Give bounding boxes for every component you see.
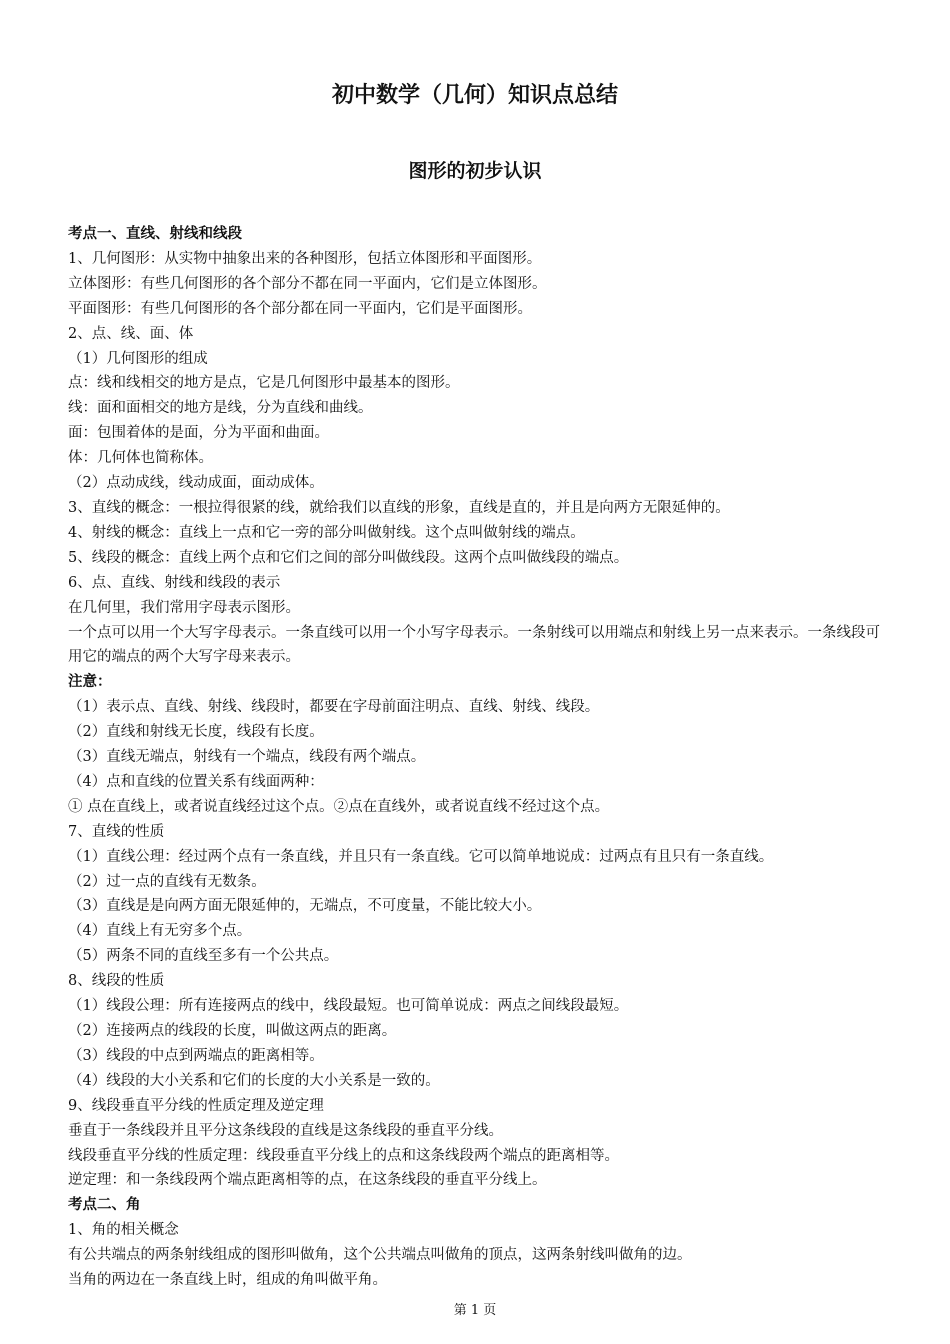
body-line: 7、直线的性质: [68, 823, 165, 840]
body-line: （1）线段公理：所有连接两点的线中，线段最短。也可简单说成：两点之间线段最短。: [68, 998, 629, 1015]
section-heading: 考点一、直线、射线和线段: [68, 226, 242, 242]
body-line: （1）几何图形的组成: [68, 350, 208, 367]
body-line: 4、射线的概念：直线上一点和它一旁的部分叫做射线。这个点叫做射线的端点。: [68, 524, 585, 541]
body-line: 5、线段的概念：直线上两个点和它们之间的部分叫做线段。这两个点叫做线段的端点。: [68, 549, 629, 566]
body-line: 面：包围着体的是面，分为平面和曲面。: [68, 425, 329, 442]
body-line: 3、直线的概念：一根拉得很紧的线，就给我们以直线的形象，直线是直的，并且是向两方无限延伸的。: [68, 499, 730, 516]
body-line: 9、线段垂直平分线的性质定理及逆定理: [68, 1097, 324, 1114]
body-line: （3）直线无端点，射线有一个端点，线段有两个端点。: [68, 749, 426, 766]
body-line: 立体图形：有些几何图形的各个部分不都在同一平面内，它们是立体图形。: [68, 275, 547, 292]
body-line: （2）过一点的直线有无数条。: [68, 873, 266, 890]
section-title: 图形的初步认识: [408, 160, 542, 182]
body-line: （1）表示点、直线、射线、线段时，都要在字母前面注明点、直线、射线、线段。: [68, 699, 600, 716]
body-line: 1、几何图形：从实物中抽象出来的各种图形，包括立体图形和平面图形。: [68, 250, 542, 267]
body-line: 当角的两边在一条直线上时，组成的角叫做平角。: [68, 1272, 387, 1289]
page-number: 第 1 页: [453, 1303, 497, 1318]
body-line: 点：线和线相交的地方是点，它是几何图形中最基本的图形。: [68, 375, 460, 392]
body-line: 2、点、线、面、体: [68, 325, 194, 342]
body-line: 线：面和面相交的地方是线，分为直线和曲线。: [68, 400, 373, 417]
body-line: （1）直线公理：经过两个点有一条直线，并且只有一条直线。它可以简单地说成：过两点有且只有一条直线。: [68, 848, 774, 865]
body-line: ① 点在直线上，或者说直线经过这个点。②点在直线外，或者说直线不经过这个点。: [68, 798, 610, 815]
body-line: 平面图形：有些几何图形的各个部分都在同一平面内，它们是平面图形。: [68, 300, 532, 317]
body-line: 在几何里，我们常用字母表示图形。: [68, 599, 300, 616]
document-title: 初中数学（几何）知识点总结: [331, 83, 618, 108]
body-line: （2）连接两点的线段的长度，叫做这两点的距离。: [68, 1023, 397, 1039]
body-line: 逆定理：和一条线段两个端点距离相等的点，在这条线段的垂直平分线上。: [68, 1172, 547, 1189]
body-line: 体：几何体也简称体。: [68, 450, 213, 467]
section-heading: 注意：: [68, 674, 112, 691]
body-line: 6、点、直线、射线和线段的表示: [68, 574, 281, 591]
body-line: 有公共端点的两条射线组成的图形叫做角，这个公共端点叫做角的顶点，这两条射线叫做角的边。: [68, 1247, 692, 1264]
body-line: （4）线段的大小关系和它们的长度的大小关系是一致的。: [68, 1072, 440, 1089]
body-line: 垂直于一条线段并且平分这条线段的直线是这条线段的垂直平分线。: [68, 1122, 503, 1139]
section-heading: 考点二、角: [68, 1197, 141, 1214]
body-line: （3）直线是是向两方面无限延伸的，无端点，不可度量，不能比较大小。: [68, 898, 542, 915]
body-line: 1、角的相关概念: [68, 1222, 179, 1239]
body-line: （3）线段的中点到两端点的距离相等。: [68, 1047, 324, 1064]
body-line: （2）直线和射线无长度，线段有长度。: [68, 724, 324, 741]
body-line: （4）直线上有无穷多个点。: [68, 923, 252, 940]
body-line: （5）两条不同的直线至多有一个公共点。: [68, 948, 339, 965]
body-line: （4）点和直线的位置关系有线面两种：: [68, 773, 324, 790]
body-line: 一个点可以用一个大写字母表示。一条直线可以用一个小写字母表示。一条射线可以用端点和射线上另一点来表示。一条线段可用它的端点的两个大写字母来表示。: [68, 624, 880, 666]
document-body: [68, 222, 890, 1293]
body-line: 8、线段的性质: [68, 973, 165, 990]
body-line: 线段垂直平分线的性质定理：线段垂直平分线上的点和这条线段两个端点的距离相等。: [68, 1147, 619, 1164]
body-line: （2）点动成线，线动成面，面动成体。: [68, 475, 324, 492]
